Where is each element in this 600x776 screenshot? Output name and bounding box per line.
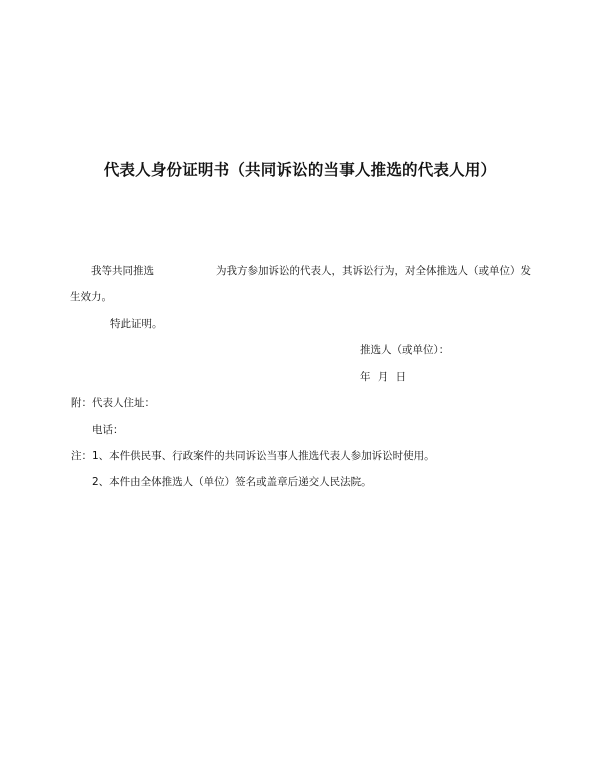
nomination-text: 我等共同推选	[91, 265, 154, 277]
document-title: 代表人身份证明书（共同诉讼的当事人推选的代表人用）	[103, 161, 497, 179]
note-1: 注：1、本件供民事、行政案件的共同诉讼当事人推选代表人参加诉讼时使用。	[71, 450, 435, 462]
nomination-continuation: 生效力。	[70, 291, 112, 303]
certification-text: 特此证明。	[110, 318, 163, 330]
representative-address-label: 附：代表人住址：	[71, 397, 155, 409]
date-line: 年 月 日	[360, 371, 407, 383]
note-2: 2、本件由全体推选人（单位）签名或盖章后递交人民法院。	[92, 476, 372, 488]
signatory-label: 推选人（或单位）：	[360, 344, 450, 356]
phone-label: 电话：	[92, 424, 124, 436]
nomination-clause: 为我方参加诉讼的代表人，其诉讼行为，对全体推选人（或单位）发	[216, 265, 531, 277]
